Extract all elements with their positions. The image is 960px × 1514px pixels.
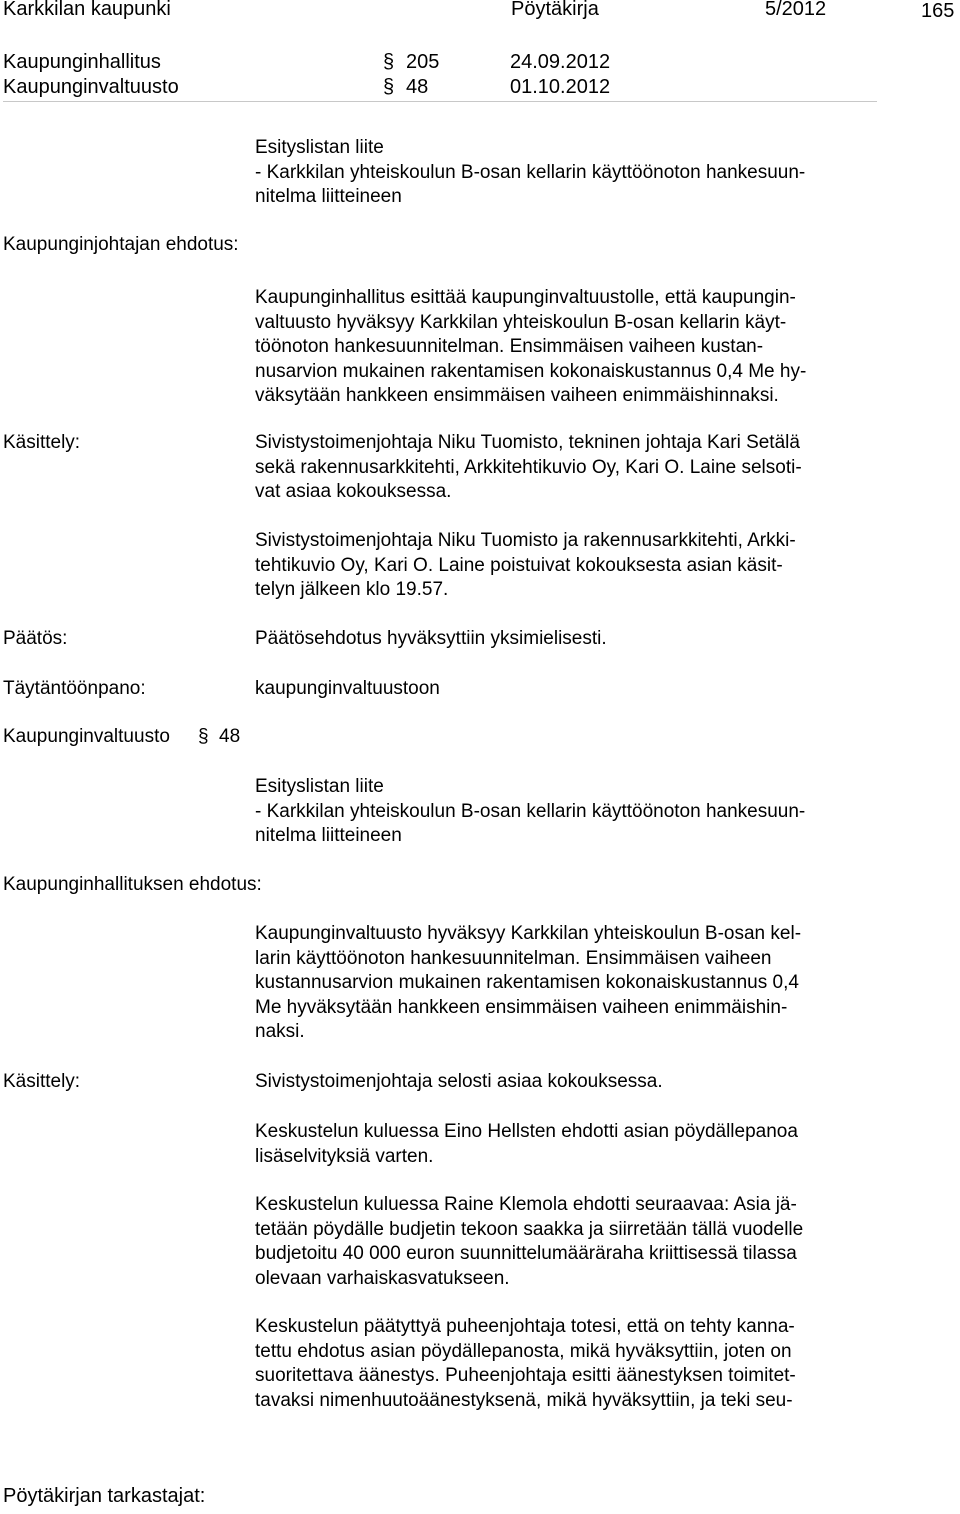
attachment-note: Esityslistan liite - Karkkilan yhteiskoulun B-osan kellarin käyttöönoton hankesuun- nitelma liitteineen <box>255 137 806 207</box>
proposal-text: Kaupunginvaltuusto hyväksyy Karkkilan yhteiskoulun B-osan kel- larin käyttöönoton hankesuunnitelman. Ensimmäisen vaiheen kustannusarvion mukainen rakentamisen kokonaiskustannus 0,4 Me hyväksytään hankkeen ensimmäisen vaiheen enimmäishin- naksi. <box>255 923 802 1042</box>
handling-text: Keskustelun kuluessa Raine Klemola ehdotti seuraavaa: Asia jä- tetään pöydälle budjetin tekoon saakka ja siirretään tällä vuodelle budjetoitu 40 000 euron suunnittelumääräraha kriittisessä tilassa olevaan varhaiskasvatukseen. <box>255 1194 804 1289</box>
meeting-date: 24.09.2012 <box>510 51 611 73</box>
proposal-label: Kaupunginjohtajan ehdotus: <box>3 234 239 255</box>
body-name: Kaupunginhallitus <box>3 51 161 73</box>
section-heading: Kaupunginvaltuusto <box>3 726 170 747</box>
section-sign: § <box>383 76 395 98</box>
execution-text: kaupunginvaltuustoon <box>255 678 440 699</box>
section-number: 48 <box>406 76 429 98</box>
handling-label: Käsittely: <box>3 432 81 453</box>
section-sign: § <box>383 51 395 73</box>
body-name: Kaupunginvaltuusto <box>3 76 179 98</box>
section-number: 205 <box>406 51 440 73</box>
reviewers-label: Pöytäkirjan tarkastajat: <box>3 1485 206 1507</box>
handling-text: Sivistystoimenjohtaja Niku Tuomisto, tekninen johtaja Kari Setälä sekä rakennusarkkitehti, Arkkitehtikuvio Oy, Kari O. Laine selsoti- vat asiaa kokouksessa. <box>255 432 802 502</box>
document-type: Pöytäkirja <box>511 0 599 20</box>
decision-text: Päätösehdotus hyväksyttiin yksimielisesti. <box>255 628 607 649</box>
page-number: 165 <box>921 0 955 22</box>
proposal-label: Kaupunginhallituksen ehdotus: <box>3 874 262 895</box>
meeting-date: 01.10.2012 <box>510 76 611 98</box>
header-divider <box>3 101 877 102</box>
section-number: 48 <box>219 726 241 747</box>
attachment-note: Esityslistan liite - Karkkilan yhteiskoulun B-osan kellarin käyttöönoton hankesuun- nitelma liitteineen <box>255 776 806 846</box>
handling-text: Sivistystoimenjohtaja Niku Tuomisto ja rakennusarkkitehti, Arkki- tehtikuvio Oy, Kari O. Laine poistuivat kokouksesta asian käsit- telyn jälkeen klo 19.57. <box>255 530 796 600</box>
proposal-text: Kaupunginhallitus esittää kaupunginvaltuustolle, että kaupungin- valtuusto hyväksyy Karkkilan yhteiskoulun B-osan kellarin käyt- töönoton hankesuunnitelman. Ensimmäisen vaiheen kustan- nusarvion mukainen rakentamisen kokonaiskustannus 0,4 Me hy- väksytään hankkeen ensimmäisen vaiheen enimmäishinnaksi. <box>255 287 807 406</box>
handling-text: Keskustelun kuluessa Eino Hellsten ehdotti asian pöydällepanoa lisäselvityksiä varten. <box>255 1121 798 1167</box>
handling-text: Sivistystoimenjohtaja selosti asiaa kokouksessa. <box>255 1071 663 1092</box>
execution-label: Täytäntöönpano: <box>3 678 146 699</box>
section-sign: § <box>198 726 209 747</box>
handling-label: Käsittely: <box>3 1071 81 1092</box>
decision-label: Päätös: <box>3 628 68 649</box>
handling-text: Keskustelun päätyttyä puheenjohtaja totesi, että on tehty kanna- tettu ehdotus asian pöydällepanosta, mikä hyväksyttiin, joten on suoritettava äänestys. Puheenjohtaja esitti äänestyksen toimitet- tavaksi nimenhuutoäänestyksenä, mikä hyväksyttiin, ja teki seu- <box>255 1316 796 1411</box>
issue-number: 5/2012 <box>765 0 827 20</box>
municipality-name: Karkkilan kaupunki <box>3 0 171 20</box>
